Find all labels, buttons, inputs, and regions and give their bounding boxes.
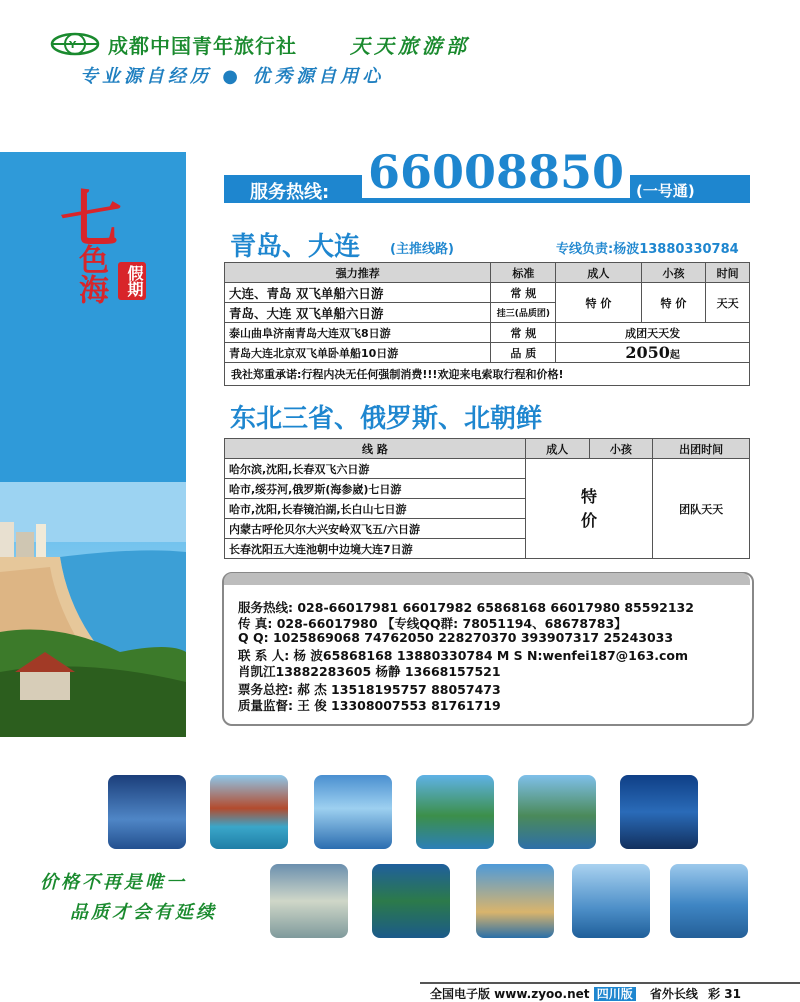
- route-cell: 青岛、大连 双飞单船六日游: [225, 303, 491, 323]
- contact-line: 票务总控: 郝 杰 13518195757 88057473: [238, 682, 501, 697]
- brand-tag: 假期: [118, 262, 146, 300]
- section1-table: [224, 262, 750, 386]
- route-cell: 哈尔滨,沈阳,长春双飞六日游: [225, 459, 526, 479]
- col-header: 成人: [525, 439, 589, 459]
- footer-page: 彩 31: [708, 987, 741, 1001]
- section1-subtitle: (主推线路): [390, 242, 454, 257]
- table-row: [225, 343, 750, 363]
- contact-box-bar: [224, 573, 750, 585]
- col-header: 出团时间: [653, 439, 750, 459]
- bottom-slogan-2: 品质才会有延续: [70, 902, 217, 923]
- island-aerial-photo: [372, 864, 450, 938]
- footer-edition: 全国电子版 www.zyoo.net: [430, 987, 590, 1001]
- contact-line: 肖凯江13882283605 杨静 13668157521: [238, 664, 501, 679]
- hotline-suffix: (一号通): [636, 182, 695, 200]
- contact-line: 联 系 人: 杨 波65868168 13880330784 M S N:wenfei187@163.com: [238, 648, 689, 663]
- col-header: 强力推荐: [225, 263, 491, 283]
- pier-sunset-photo: [108, 775, 186, 849]
- schedule-cell: 团队天天: [653, 459, 750, 559]
- hotline-number: 66008850: [362, 146, 630, 198]
- table-row: [225, 459, 750, 479]
- table-header-row: [225, 263, 750, 283]
- footer: [430, 985, 741, 1002]
- header-slogan: 天天旅游部: [350, 34, 470, 58]
- footer-rule: [420, 982, 800, 984]
- brand-mark: [60, 170, 180, 330]
- route-cell: 长春沈阳五大连池朝中边境大连7日游: [225, 539, 526, 559]
- standard-cell: 常 规: [491, 283, 556, 303]
- contact-line: Q Q: 1025869068 74762050 228270370 393907317 25243033: [238, 630, 674, 645]
- brand-big-char: 七: [60, 183, 123, 256]
- standard-cell: 品 质: [491, 343, 556, 363]
- svg-text:Y: Y: [69, 40, 77, 51]
- contact-line: 传 真: 028-66017980 【专线QQ群: 78051194、68678783】: [238, 616, 627, 631]
- footer-badge: 四川版: [594, 987, 636, 1001]
- table-header-row: [225, 439, 750, 459]
- route-cell: 哈市,沈阳,长春镜泊湖,长白山七日游: [225, 499, 526, 519]
- sea-waves-photo: [314, 775, 392, 849]
- price-cell: [525, 459, 652, 559]
- price-value: 2050: [625, 343, 670, 362]
- standard-cell: 常 规: [491, 323, 556, 343]
- coast-island-photo: [416, 775, 494, 849]
- contact-line: 质量监督: 王 俊 13308007553 81761719: [238, 698, 501, 713]
- note-cell: 成团天天发: [556, 323, 750, 343]
- col-header: 线 路: [225, 439, 526, 459]
- standard-cell: 挂三(品质团): [491, 303, 556, 323]
- table-row: [225, 323, 750, 343]
- footer-section: 省外长线: [649, 987, 698, 1001]
- adult-price-cell: 特 价: [556, 283, 641, 323]
- col-header: 小孩: [589, 439, 653, 459]
- header-motto: 专业源自经历 ● 优秀源自用心: [80, 66, 385, 87]
- seaside-photo: [670, 864, 748, 938]
- seagulls-photo: [572, 864, 650, 938]
- harbor-photo: [518, 775, 596, 849]
- col-header: 时间: [706, 263, 750, 283]
- schedule-cell: 天天: [706, 283, 750, 323]
- section2-table: [224, 438, 750, 559]
- section1-title: 青岛、大连: [230, 232, 361, 262]
- table-row: [225, 283, 750, 303]
- route-cell: 大连、青岛 双飞单船六日游: [225, 283, 491, 303]
- promise-cell: 我社郑重承诺:行程内决无任何强制消费!!!欢迎来电索取行程和价格!: [225, 363, 750, 386]
- promise-row: [225, 363, 750, 386]
- route-cell: 哈市,绥芬河,俄罗斯(海参崴)七日游: [225, 479, 526, 499]
- bottom-slogan-1: 价格不再是唯一: [40, 872, 187, 893]
- contact-line: 服务热线: 028-66017981 66017982 65868168 66017980 85592132: [238, 600, 694, 615]
- child-price-cell: 特 价: [641, 283, 706, 323]
- route-cell: 青岛大连北京双飞单卧单船10日游: [225, 343, 491, 363]
- price-cell: [556, 343, 750, 363]
- hotline-label: 服务热线:: [250, 182, 330, 203]
- section2-title: 东北三省、俄罗斯、北朝鲜: [230, 404, 543, 434]
- pavilion-photo: [210, 775, 288, 849]
- col-header: 小孩: [641, 263, 706, 283]
- beach-photo: [270, 864, 348, 938]
- fortress-photo: [476, 864, 554, 938]
- route-cell: 内蒙古呼伦贝尔大兴安岭双飞五/六日游: [225, 519, 526, 539]
- route-cell: 泰山曲阜济南青岛大连双飞8日游: [225, 323, 491, 343]
- price-suffix: 起: [669, 350, 680, 361]
- price-line: 价: [581, 510, 598, 530]
- brand-sub: 色海: [73, 244, 108, 304]
- price-line: 特: [581, 486, 598, 506]
- col-header: 成人: [556, 263, 641, 283]
- globe-logo-icon: [50, 32, 100, 56]
- section1-owner: 专线负责:杨波13880330784: [556, 242, 739, 257]
- agency-name: 成都中国青年旅行社: [108, 34, 297, 58]
- col-header: 标准: [491, 263, 556, 283]
- aquarium-photo: [620, 775, 698, 849]
